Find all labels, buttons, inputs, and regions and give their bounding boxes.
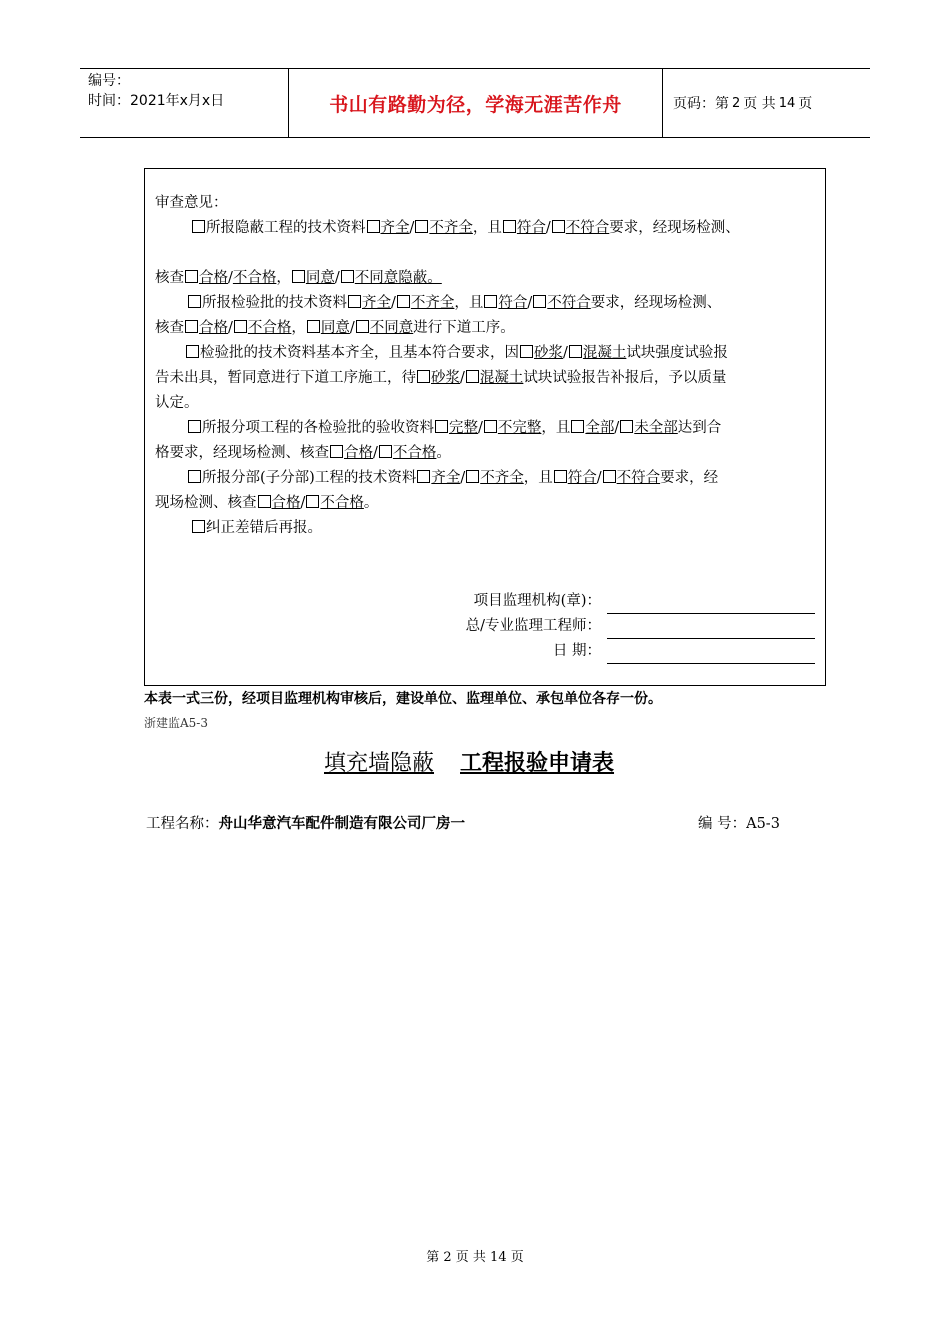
checkbox[interactable] [379,445,392,458]
review-item-hidden-work-cont: 核查 合格/不合格， 同意/ 不同意隐蔽。 [155,270,442,286]
review-item-inspection-lot: 所报检验批的技术资料 齐全/ 不齐全，且 符合/ 不符合要求，经现场检测、 [155,291,817,316]
motto: 书山有路勤为径，学海无涯苦作舟 [289,69,663,137]
checkbox[interactable] [397,295,410,308]
checkbox[interactable] [484,420,497,433]
page-prefix: 页码：第 [673,96,729,112]
project-name-label: 工程名称： [146,816,219,832]
checkbox[interactable] [185,270,198,283]
page-current: 2 [732,95,741,111]
checkbox[interactable] [466,370,479,383]
signature-date-label: 日 期： [552,643,601,659]
checkbox[interactable] [192,220,205,233]
checkbox[interactable] [188,420,201,433]
checkbox[interactable] [356,320,369,333]
checkbox[interactable] [552,220,565,233]
review-item-hidden-work: 所报隐蔽工程的技术资料 齐全/ 不齐全，且 符合/ 不符合要求，经现场检测、 [155,216,817,241]
opinion-label: 审查意见： [155,195,228,211]
checkbox[interactable] [292,270,305,283]
signature-org-label: 项目监理机构(章)： [473,593,601,609]
checkbox[interactable] [484,295,497,308]
time-label: 时间：2021年x月x日 [88,93,225,109]
form-title-rest: 工程报验申请表 [460,751,615,776]
project-name [146,812,465,833]
number-label: 编号： [88,73,130,89]
signature-org-row [474,589,815,614]
review-item-sub-item-cont: 格要求，经现场检测、核查 合格/ 不合格。 [155,445,451,461]
checkbox[interactable] [234,320,247,333]
checkbox[interactable] [417,370,430,383]
checkbox[interactable] [603,470,616,483]
checkbox[interactable] [258,495,271,508]
page-suffix: 页 [798,96,813,112]
checkbox[interactable] [520,345,533,358]
review-box [144,168,826,686]
checkbox[interactable] [306,495,319,508]
checkbox[interactable] [466,470,479,483]
signature-engineer-row [466,614,815,639]
checkbox[interactable] [569,345,582,358]
form-code: 浙建监A5-3 [144,716,208,730]
review-item-inspection-lot-cont: 核查 合格/ 不合格， 同意/ 不同意进行下道工序。 [155,320,515,336]
checkbox[interactable] [307,320,320,333]
signature-date-row [553,639,815,664]
serial-number [698,812,780,833]
form-title [296,746,614,777]
header-meta [80,69,289,137]
checkbox[interactable] [185,320,198,333]
serial-label: 编 号： [698,816,747,832]
page-footer: 第 2 页 共 14 页 [426,1250,524,1265]
checkbox[interactable] [367,220,380,233]
review-item-sub-division-cont: 现场检测、核查 合格/ 不合格。 [155,495,379,511]
signature-engineer-label: 总/专业监理工程师： [465,618,601,634]
checkbox[interactable] [186,345,199,358]
checkbox[interactable] [620,420,633,433]
signature-org-field[interactable] [607,595,815,614]
checkbox[interactable] [348,295,361,308]
review-item-partial-approval-end: 认定。 [155,395,199,411]
checkbox[interactable] [435,420,448,433]
form-title-subject: 填充墙隐蔽 [324,751,435,776]
review-item-sub-item: 所报分项工程的各检验批的验收资料 完整/ 不完整，且 全部/ 未全部达到合 [155,416,817,441]
checkbox[interactable] [188,470,201,483]
review-item-partial-approval-cont: 告未出具，暂同意进行下道工序施工，待 砂浆/ 混凝土试块试验报告补报后，予以质量 [155,370,727,386]
signature-engineer-field[interactable] [607,620,815,639]
checkbox[interactable] [188,295,201,308]
checkbox[interactable] [415,220,428,233]
signature-date-field[interactable] [607,645,815,664]
page-header [80,68,870,138]
project-name-value: 舟山华意汽车配件制造有限公司厂房一 [218,816,465,832]
copies-note: 本表一式三份，经项目监理机构审核后，建设单位、监理单位、承包单位各存一份。 [144,691,662,707]
checkbox[interactable] [417,470,430,483]
page-indicator [663,69,870,137]
page-mid: 页 共 [743,96,776,112]
checkbox[interactable] [554,470,567,483]
checkbox[interactable] [571,420,584,433]
checkbox[interactable] [503,220,516,233]
checkbox[interactable] [341,270,354,283]
checkbox[interactable] [192,520,205,533]
checkbox[interactable] [533,295,546,308]
review-item-correct-resubmit: 纠正差错后再报。 [155,516,817,541]
serial-value: A5-3 [746,816,780,832]
checkbox[interactable] [330,445,343,458]
page-total: 14 [778,95,796,111]
review-item-sub-division: 所报分部(子分部)工程的技术资料 齐全/ 不齐全，且 符合/ 不符合要求，经 [155,466,817,491]
review-item-partial-approval: 检验批的技术资料基本齐全，且基本符合要求，因 砂浆/ 混凝土试块强度试验报 [155,341,817,366]
